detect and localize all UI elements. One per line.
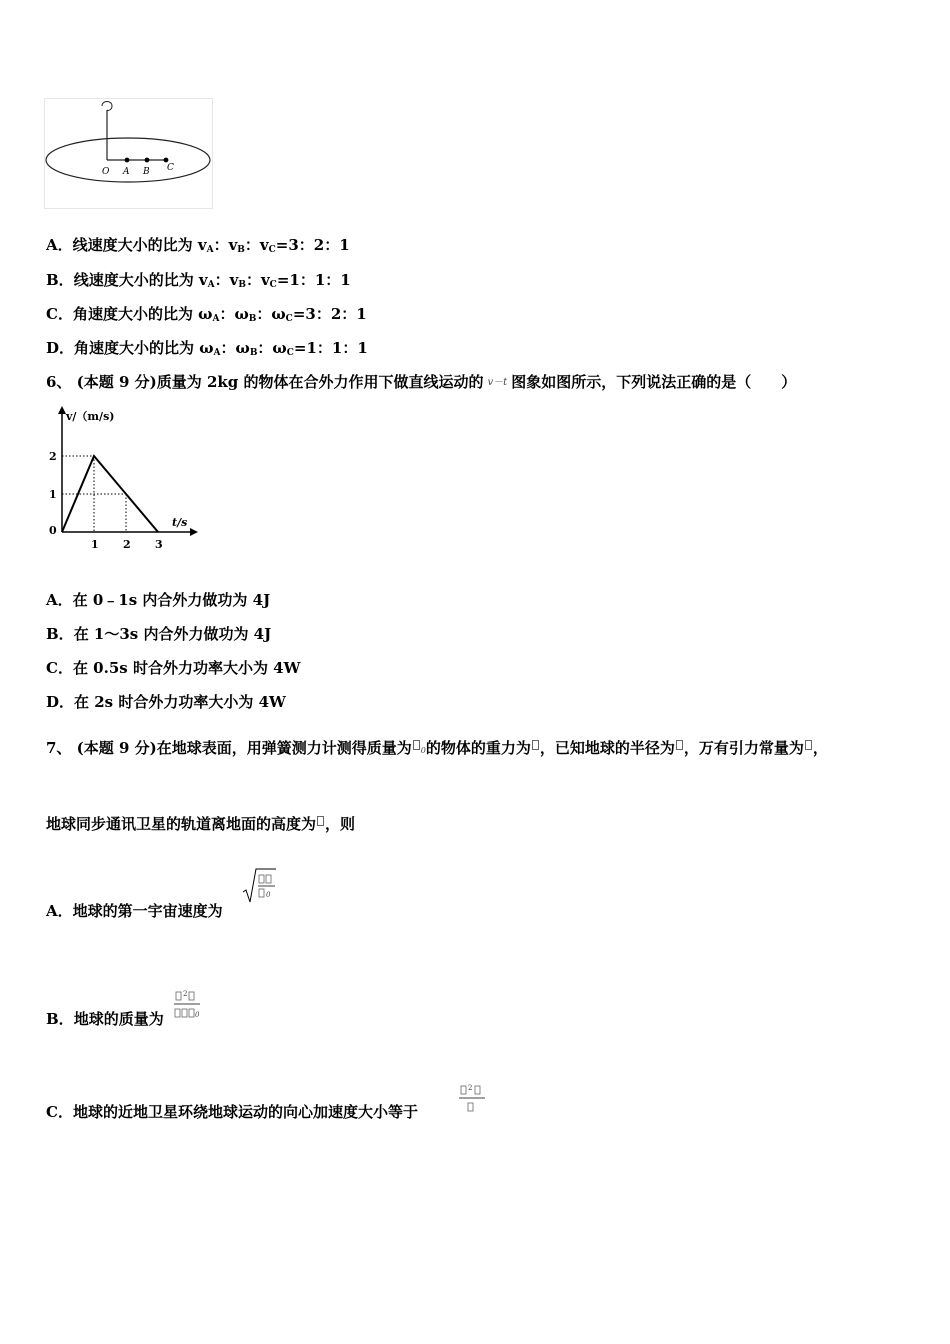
rotating-disc-figure (44, 98, 214, 210)
svg-text:2: 2 (468, 1084, 473, 1092)
q5-option-c[interactable]: C．角速度大小的比为 $\omega_A$：$\omega_B$：$\omega_C=3$：2：1 (46, 305, 367, 324)
svg-text:0: 0 (266, 891, 271, 899)
q7-option-c[interactable]: C．地球的近地卫星环绕地球运动的向心加速度大小等于 (46, 1103, 418, 1121)
svg-text:2: 2 (183, 990, 188, 998)
x-tick-label: 2 (123, 538, 131, 551)
q5-option-d[interactable]: D．角速度大小的比为 $\omega_A$：$\omega_B$：$\omega_C=1$：1：1 (46, 339, 368, 358)
x-tick-label: 3 (155, 538, 163, 551)
label-b: B (143, 167, 150, 177)
symbol-m0-box (413, 740, 420, 750)
label-o: O (102, 167, 110, 177)
q6-option-d[interactable]: D．在 2s 时合外力功率大小为 4W (46, 693, 286, 711)
q7-stem-line2: 地球同步通讯卫星的轨道离地面的高度为 ，则 (46, 815, 356, 833)
rotation-arrow-icon (102, 102, 112, 111)
symbol-g-box (805, 740, 812, 750)
q7-stem-line1: 7、 (本题 9 分)在地球表面，用弹簧测力计测得质量为 0的物体的重力为 ，已知地球的半径为 ，万有引力常量为 ， (46, 739, 828, 757)
label-a: A (123, 167, 130, 177)
q6-option-b[interactable]: B．在 1～3s 内合外力做功为 4J (46, 625, 272, 643)
x-axis-label: t/s (172, 516, 188, 529)
q7-option-a[interactable]: A．地球的第一宇宙速度为 (46, 902, 223, 920)
q5-option-a[interactable]: A．线速度大小的比为 $v_A$：$v_B$：$v_C=3$：2：1 (46, 236, 350, 255)
y-tick-label: 1 (49, 488, 57, 501)
y-axis-label: v/（m/s) (66, 410, 115, 423)
q5-option-b[interactable]: B．线速度大小的比为 $v_A$：$v_B$：$v_C=1$：1：1 (46, 271, 351, 290)
x-axis-arrow-icon (190, 528, 198, 536)
symbol-height-box (317, 816, 324, 826)
symbol-radius-box (676, 740, 683, 750)
vt-symbol: v－t (487, 377, 508, 388)
formula-earth-mass (172, 987, 204, 1029)
point-b-dot (145, 158, 150, 163)
point-a-dot (125, 158, 130, 163)
symbol-weight-box (532, 740, 539, 750)
origin-label: 0 (49, 524, 57, 537)
y-axis-arrow-icon (58, 406, 66, 414)
q7-option-b[interactable]: B．地球的质量为 (46, 1010, 164, 1028)
formula-sqrt (242, 866, 278, 910)
formula-acceleration (458, 1080, 490, 1122)
x-tick-label: 1 (91, 538, 99, 551)
q6-stem: 6、 (本题 9 分)质量为 2kg 的物体在合外力作用下做直线运动的 v－t 图象如图所示，下列说法正确的是（ ） (46, 373, 797, 391)
y-tick-label: 2 (49, 450, 57, 463)
point-c-dot (164, 158, 169, 163)
q6-option-c[interactable]: C．在 0.5s 时合外力功率大小为 4W (46, 659, 301, 677)
q6-option-a[interactable]: A．在 0﹣1s 内合外力做功为 4J (46, 591, 271, 609)
svg-text:0: 0 (195, 1011, 200, 1019)
label-c: C (167, 163, 174, 173)
vt-graph (44, 404, 204, 554)
